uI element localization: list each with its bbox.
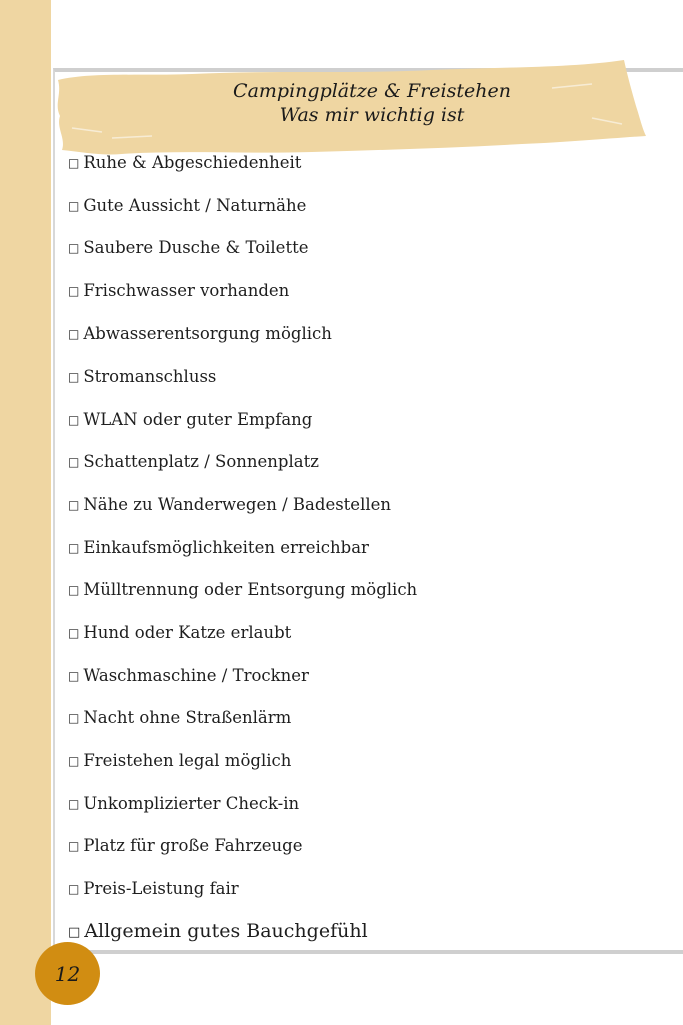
banner-title (52, 79, 683, 127)
checklist-item-label: WLAN oder guter Empfang (83, 410, 313, 429)
checkbox-icon[interactable]: □ (68, 583, 80, 597)
checkbox-icon[interactable]: □ (68, 455, 80, 469)
checklist-item[interactable] (68, 280, 289, 303)
banner-title-line-2: Was mir wichtig ist (279, 104, 465, 126)
checklist-item[interactable] (68, 707, 291, 730)
checklist-item[interactable] (68, 366, 216, 389)
checklist-item-label: Schattenplatz / Sonnenplatz (83, 452, 319, 471)
checklist-item[interactable] (68, 793, 299, 816)
checkbox-icon[interactable]: □ (68, 199, 80, 213)
banner-title-line-1: Campingplätze & Freistehen (233, 80, 511, 102)
checkbox-icon[interactable]: □ (68, 241, 80, 255)
checklist-item-label: Preis-Leistung fair (83, 879, 239, 898)
checklist-item[interactable] (68, 237, 308, 260)
checkbox-icon[interactable]: □ (68, 754, 80, 768)
checkbox-icon[interactable]: □ (68, 541, 80, 555)
checklist-item-label: Hund oder Katze erlaubt (83, 623, 292, 642)
checklist-item-label: Stromanschluss (83, 367, 217, 386)
checkbox-icon[interactable]: □ (68, 156, 80, 170)
checkbox-icon[interactable]: □ (68, 327, 80, 341)
checklist-item-label: Mülltrennung oder Entsorgung möglich (83, 580, 418, 599)
checkbox-icon[interactable]: □ (68, 925, 81, 940)
checklist-item-label: Nähe zu Wanderwegen / Badestellen (83, 495, 392, 514)
checkbox-icon[interactable]: □ (68, 711, 80, 725)
checklist-item[interactable] (68, 409, 312, 432)
checklist-item-label: Frischwasser vorhanden (83, 281, 290, 300)
checklist-item[interactable] (68, 537, 369, 560)
checklist-item-label: Allgemein gutes Bauchgefühl (84, 920, 368, 942)
checklist-item-label: Abwasserentsorgung möglich (83, 324, 332, 343)
checkbox-icon[interactable]: □ (68, 797, 80, 811)
checkbox-icon[interactable]: □ (68, 413, 80, 427)
checklist-item[interactable] (68, 451, 319, 474)
checklist-item[interactable] (68, 920, 368, 945)
page-number: 12 (54, 961, 81, 986)
side-strip (0, 0, 51, 1025)
checklist-item[interactable] (68, 878, 239, 901)
checkbox-icon[interactable]: □ (68, 284, 80, 298)
checklist-item-label: Gute Aussicht / Naturnähe (83, 196, 307, 215)
checkbox-icon[interactable]: □ (68, 839, 80, 853)
checklist-item-label: Einkaufsmöglichkeiten erreichbar (83, 538, 369, 557)
checklist-item-label: Waschmaschine / Trockner (83, 666, 309, 685)
page-number-badge (35, 942, 100, 1005)
checklist-item[interactable] (68, 152, 301, 175)
checklist-item-label: Unkomplizierter Check-in (83, 794, 300, 813)
checkbox-icon[interactable]: □ (68, 370, 80, 384)
checklist-item[interactable] (68, 665, 309, 688)
checklist-item-label: Platz für große Fahrzeuge (83, 836, 303, 855)
checkbox-icon[interactable]: □ (68, 669, 80, 683)
checklist-item[interactable] (68, 622, 291, 645)
checklist-item-label: Ruhe & Abgeschiedenheit (83, 153, 302, 172)
checkbox-icon[interactable]: □ (68, 882, 80, 896)
title-banner (52, 58, 648, 158)
checklist-item[interactable] (68, 750, 291, 773)
checklist-item-label: Freistehen legal möglich (83, 751, 292, 770)
checklist-item[interactable] (68, 579, 417, 602)
checklist-item[interactable] (68, 323, 332, 346)
checklist-item-label: Saubere Dusche & Toilette (83, 238, 309, 257)
checkbox-icon[interactable]: □ (68, 498, 80, 512)
checklist-item[interactable] (68, 835, 303, 858)
checklist-item-label: Nacht ohne Straßenlärm (83, 708, 292, 727)
checklist-item[interactable] (68, 494, 391, 517)
checkbox-icon[interactable]: □ (68, 626, 80, 640)
checklist-item[interactable] (68, 195, 306, 218)
